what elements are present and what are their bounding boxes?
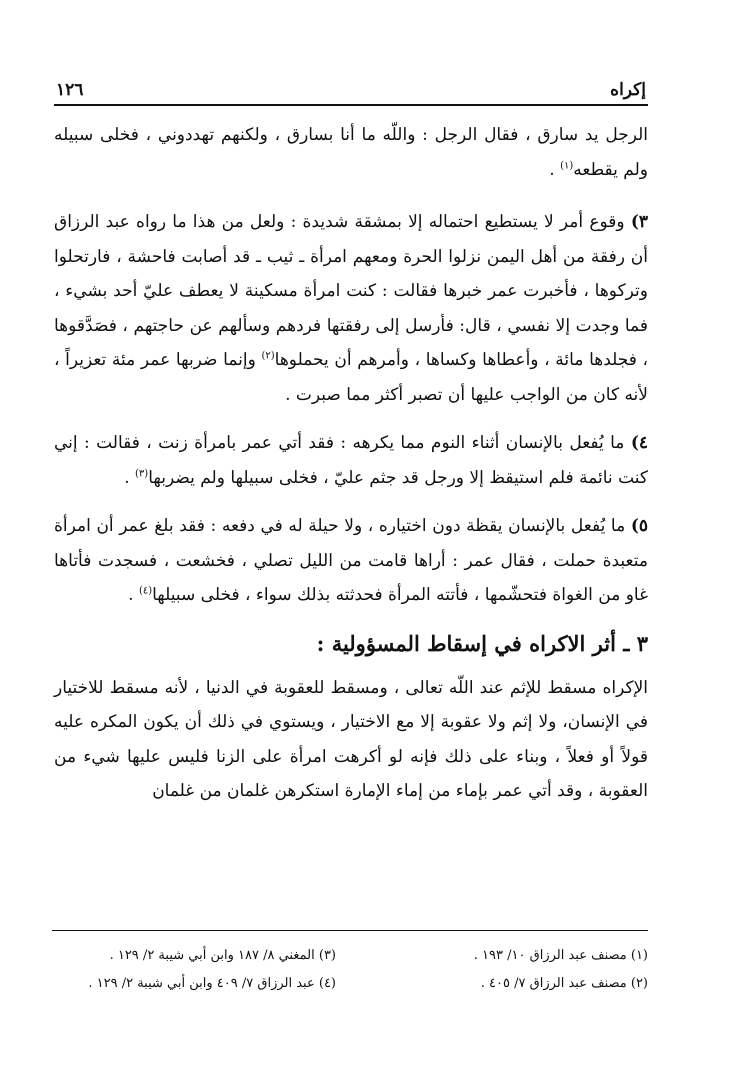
footnote-ref-2: (٢)	[261, 350, 275, 362]
section-body: الإكراه مسقط للإثم عند اللّه تعالى ، ومسقط للعقوبة في الدنيا ، لأنه مسقط للاختيار في الإنسان، ولا إثم ولا عقوبة إلا مع الاختيار ، ويستوي في ذلك أن يكون المكره عليه قولاً أو فعلاً ، وبناء على ذلك فإنه لو أكرهت امرأة على الزنا فليس عليها شيء من العقوبة ، وقد أتي عمر بإماء من إماء الإمارة استكرهن غلمان من غلمان	[54, 677, 648, 801]
footnote-1: (١) مصنف عبد الرزاق ١٠/ ١٩٣ .	[473, 948, 648, 963]
item-number: ٣)	[630, 212, 648, 232]
intro-paragraph	[54, 118, 648, 187]
footnotes	[54, 944, 648, 996]
item-number: ٥)	[630, 516, 648, 536]
item-text: ما يُفعل بالإنسان أثناء النوم مما يكرهه : فقد أتي عمر بامرأة زنت ، فقالت : إني كنت نائمة فلم استيقظ إلا ورجل قد جثم عليّ ، فخلى سبيلها ولم يضربها	[54, 433, 648, 488]
page-number: ١٢٦	[56, 80, 84, 100]
footnote-3: (٣) المغني ٨/ ١٨٧ وابن أبي شيبة ٢/ ١٢٩ .	[109, 948, 336, 963]
header-divider	[54, 104, 648, 106]
footnote-4: (٤) عبد الرزاق ٧/ ٤٠٩ وابن أبي شيبة ٢/ ١٢٩ .	[88, 976, 336, 991]
footnote-2: (٢) مصنف عبد الرزاق ٧/ ٤٠٥ .	[480, 976, 648, 991]
list-item-5	[54, 509, 648, 613]
item-text-after: وإنما ضربها عمر مئة تعزيراً ، لأنه كان من الواجب عليها أن تصبر أكثر مما صبرت .	[54, 350, 648, 405]
list-item-4	[54, 426, 648, 495]
running-header	[56, 72, 646, 100]
section-heading: ٣ ـ أثر الاكراه في إسقاط المسؤولية :	[316, 630, 648, 656]
item-text: ما يُفعل بالإنسان يقظة دون اختياره ، ولا حيلة له في دفعه : فقد بلغ عمر أن امرأة متعبدة حملت ، فقال عمر : أراها قامت من الليل تصلي ، فخشعت ، فسجدت فأتاها غاو من الغواة فتحشّمها ، فأتته المرأة فحدثته بذلك سواء ، فخلى سبيلها	[54, 516, 648, 605]
list-item-3	[54, 205, 648, 412]
item-text: وقوع أمر لا يستطيع احتماله إلا بمشقة شديدة : ولعل من هذا ما رواه عبد الرزاق أن رفقة من أهل اليمن نزلوا الحرة ومعهم امرأة ـ ثيب ـ قد أصابت فاحشة ، فارتحلوا وتركوها ، فأخبرت عمر خبرها فقالت : كنت امرأة مسكينة لا يعطف عليّ أحد بشيء ، فما وجدت إلا نفسي ، قال: فأرسل إلى رفقتها فردهم وسألهم عن حاجتهم ، فصَدَّقوها ، فجلدها مائة ، وأعطاها وكساها ، وأمرهم أن يحملوها	[54, 212, 649, 370]
item-text-after: .	[124, 467, 136, 488]
footnote-ref-1: (١)	[560, 159, 574, 171]
item-number: ٤)	[630, 433, 648, 453]
footnote-ref-3: (٣)	[135, 467, 149, 479]
intro-text: الرجل يد سارق ، فقال الرجل : واللّه ما أنا بسارق ، ولكنهم تهددوني ، فخلى سبيله ولم يقطعه	[54, 125, 648, 180]
intro-end: .	[549, 159, 561, 180]
footnote-ref-4: (٤)	[138, 585, 153, 597]
main-text	[54, 118, 648, 823]
footnote-divider	[52, 930, 648, 931]
item-text-after: .	[128, 585, 139, 605]
running-title: إكراه	[610, 80, 646, 100]
